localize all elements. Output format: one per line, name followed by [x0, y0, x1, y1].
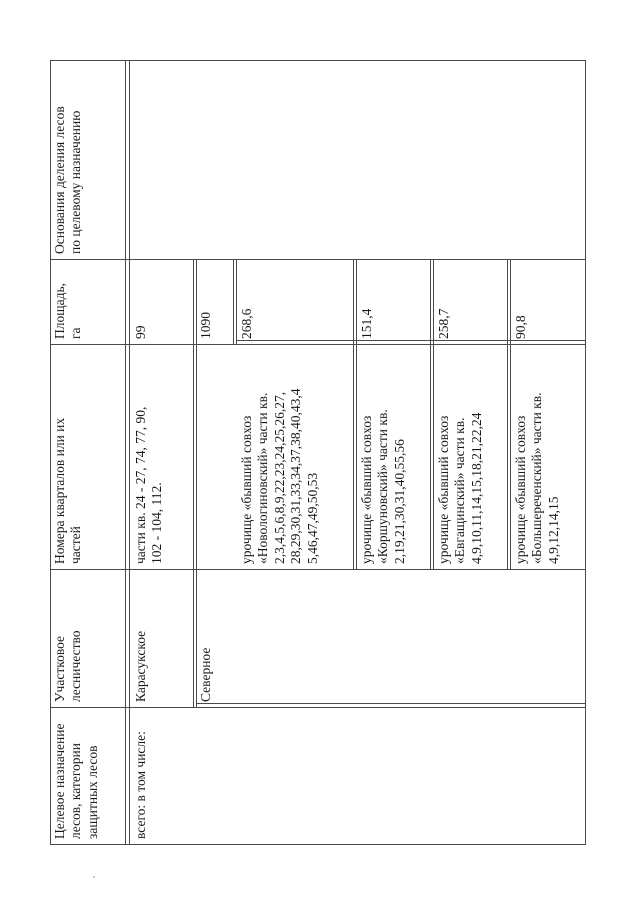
- border-right: [50, 60, 586, 61]
- border-bottom: [585, 60, 586, 845]
- cell-purpose-total: всего: в том числе:: [133, 731, 148, 839]
- cell-area-korshunovsky: 151,4: [359, 308, 374, 339]
- row-divider-severnoe-top-2: [196, 260, 197, 708]
- severnoe-area-top-2: [236, 260, 237, 345]
- col-divider-2: [50, 569, 586, 570]
- scan-speck: [93, 876, 95, 878]
- severnoe-inner-left: [196, 703, 586, 704]
- cell-forestry-karasuk: Карасукское: [133, 630, 148, 702]
- cell-quarters-karasuk: части кв. 24 - 27, 74, 77, 90, 102 - 104, 112.: [133, 406, 165, 564]
- cell-area-karasuk: 99: [133, 325, 148, 339]
- header-quarters: Номера кварталов или их частей: [52, 417, 84, 564]
- header-area: Площадь, га: [52, 282, 84, 339]
- document-table: [50, 60, 586, 845]
- cell-quarters-bolsherechensky: урочище «бывший совхоз «Большереченский» части кв. 4,9,12,14,15: [513, 392, 561, 564]
- row-divider-4: [430, 260, 431, 570]
- cell-forestry-severnoe: Северное: [198, 647, 213, 702]
- cell-area-bolsherechensky: 90,8: [513, 315, 528, 339]
- cell-quarters-evgashinsky: урочище «бывший совхоз «Евгащинский» части кв. 4,9,10,11,14,15,18,21,22,24: [436, 412, 484, 564]
- row-divider-3: [353, 260, 354, 570]
- cell-quarters-korshunovsky: урочище «бывший совхоз «Коршуновский» части кв. 2,19,21,30,31,40,55,56: [359, 409, 407, 564]
- col-divider-4: [50, 259, 586, 260]
- cell-area-severnoe: 1090: [198, 312, 213, 339]
- row-divider-3b: [356, 260, 357, 570]
- row-divider-severnoe-top: [193, 260, 194, 708]
- header-basis: Основания деления лесов по целевому назначению: [52, 106, 84, 254]
- header-divider-1: [125, 60, 126, 845]
- area-inner-left: [236, 340, 586, 341]
- cell-area-evgashinsky: 258,7: [436, 308, 451, 339]
- header-forestry: Участковое лесничество: [52, 630, 84, 702]
- border-left: [50, 844, 586, 845]
- col-divider-1: [50, 707, 586, 708]
- cell-quarters-novologinovsky: урочище «бывший совхоз «Новологиновский» части кв. 2,3,4,5,6,8,9,22,23,24,25,26,27, 28,29,30,31,33,34,37,38,40,43,4 5,46,47,49,50,53: [239, 388, 320, 564]
- border-top: [50, 60, 51, 845]
- row-divider-5: [507, 260, 508, 570]
- row-divider-4b: [433, 260, 434, 570]
- col-divider-3: [50, 344, 586, 345]
- header-purpose: Целевое назначение лесов, категории защитных лесов: [52, 723, 100, 839]
- cell-area-novologinovsky: 268,6: [239, 308, 254, 339]
- header-divider-2: [129, 60, 130, 845]
- severnoe-area-top: [233, 260, 234, 345]
- row-divider-5b: [510, 260, 511, 570]
